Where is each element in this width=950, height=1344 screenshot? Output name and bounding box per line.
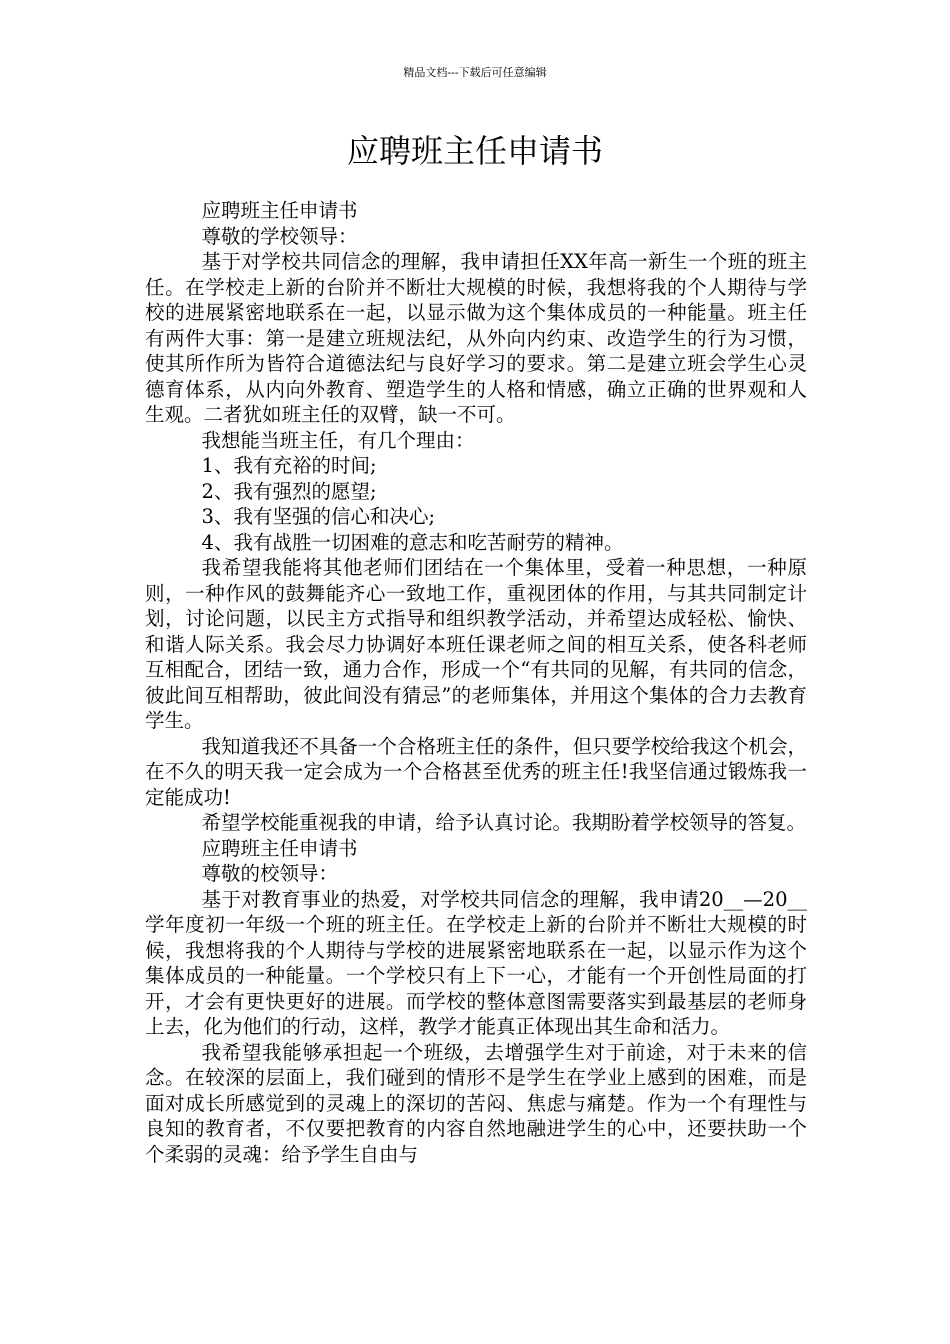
paragraph: 我知道我还不具备一个合格班主任的条件，但只要学校给我这个机会，在不久的明天我一定会成为一个合格甚至优秀的班主任!我坚信通过锻炼我一定能成功!	[145, 734, 807, 809]
paragraph: 我想能当班主任，有几个理由：	[201, 428, 475, 452]
document-title: 应聘班主任申请书	[346, 132, 603, 170]
paragraph: 基于对教育事业的热爱，对学校共同信念的理解，我申请20__—20__学年度初一年级一个班的班主任。在学校走上新的台阶并不断壮大规模的时候，我想将我的个人期待与学校的进展紧密地联系在一起，以显示作为这个集体成员的一种能量。一个学校只有上下一心，才能有一个开创性局面的打开，才会有更快更好的进展。而学校的整体意图需要落实到最基层的老师身上去，化为他们的行动，这样，教学才能真正体现出其生命和活力。	[145, 887, 807, 1038]
paragraph-heading-1: 应聘班主任申请书	[201, 199, 358, 222]
list-item: 4、我有战胜一切困难的意志和吃苦耐劳的精神。	[201, 530, 624, 554]
list-item: 1、我有充裕的时间;	[201, 454, 377, 477]
paragraph: 我希望我能够承担起一个班级，去增强学生对于前途，对于未来的信念。在较深的层面上，我们碰到的情形不是学生在学业上感到的困难，而是面对成长所感觉到的灵魂上的深切的苦闷、焦虑与痛楚。作为一个有理性与良知的教育者，不仅要把教育的内容自然地融进学生的心中，还要扶助一个个柔弱的灵魂：给予学生自由与	[145, 1040, 807, 1166]
paragraph: 希望学校能重视我的申请，给予认真讨论。我期盼着学校领导的答复。	[201, 811, 807, 834]
document-body	[145, 198, 807, 1167]
page-header-watermark: 精品文档---下载后可任意编辑	[403, 66, 547, 79]
paragraph: 我希望我能将其他老师们团结在一个集体里，受着一种思想，一种原则，一种作风的鼓舞能齐心一致地工作，重视团体的作用，与其共同制定计划，讨论问题，以民主方式指导和组织教学活动，并希望达成轻松、愉快、和谐人际关系。我会尽力协调好本班任课老师之间的相互关系，使各科老师互相配合，团结一致，通力合作，形成一个“有共同的见解，有共同的信念，彼此间互相帮助，彼此间没有猜忌”的老师集体，并用这个集体的合力去教育学生。	[145, 556, 807, 732]
list-item: 2、我有强烈的愿望;	[201, 479, 377, 503]
paragraph-heading-2: 应聘班主任申请书	[201, 836, 358, 860]
paragraph: 基于对学校共同信念的理解，我申请担任XX年高一新生一个班的班主任。在学校走上新的台阶并不断壮大规模的时候，我想将我的个人期待与学校的进展紧密地联系在一起，以显示做为这个集体成员的一种能量。班主任有两件大事：第一是建立班规法纪，从外向内约束、改造学生的行为习惯，使其所作所为皆符合道德法纪与良好学习的要求。第二是建立班会学生心灵德育体系，从内向外教育、塑造学生的人格和情感，确立正确的世界观和人生观。二者犹如班主任的双臂，缺一不可。	[145, 250, 807, 426]
paragraph-salutation-1: 尊敬的学校领导：	[201, 224, 358, 248]
list-item: 3、我有坚强的信心和决心;	[201, 505, 436, 528]
paragraph-salutation-2: 尊敬的校领导：	[201, 862, 339, 885]
